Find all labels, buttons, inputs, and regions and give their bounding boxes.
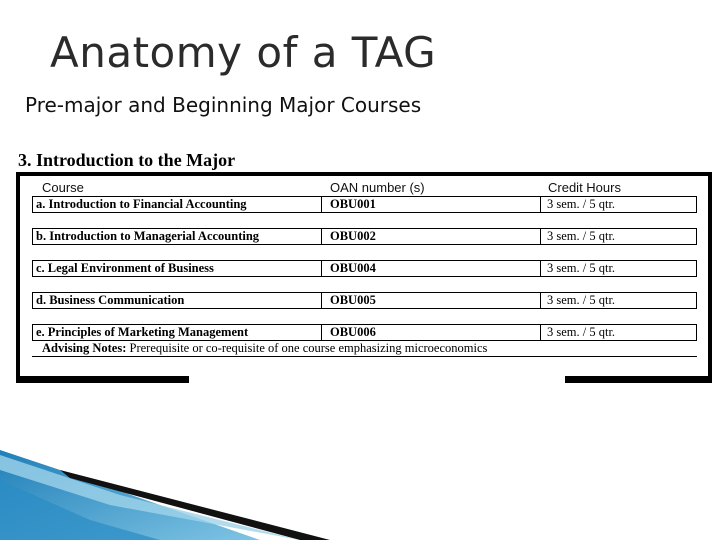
oan-number: OBU005 bbox=[321, 293, 538, 308]
course-name: c. Legal Environment of Business bbox=[36, 261, 214, 275]
slide-title: Anatomy of a TAG bbox=[50, 28, 437, 77]
credit-hours: 3 sem. / 5 qtr. bbox=[540, 197, 615, 212]
course-table bbox=[32, 180, 697, 357]
table-row bbox=[32, 324, 697, 341]
table-row bbox=[32, 196, 697, 213]
advising-notes bbox=[32, 341, 697, 357]
header-oan: OAN number (s) bbox=[330, 180, 425, 195]
header-course: Course bbox=[42, 180, 84, 195]
frame-bottom-left bbox=[16, 376, 189, 383]
course-name: a. Introduction to Financial Accounting bbox=[36, 197, 247, 211]
table-row bbox=[32, 292, 697, 309]
course-name: b. Introduction to Managerial Accounting bbox=[36, 229, 260, 243]
oan-number: OBU001 bbox=[321, 197, 538, 212]
decorative-wave-graphic bbox=[0, 450, 330, 540]
oan-number: OBU002 bbox=[321, 229, 538, 244]
slide-subtitle: Pre-major and Beginning Major Courses bbox=[25, 93, 422, 117]
credit-hours: 3 sem. / 5 qtr. bbox=[540, 261, 615, 276]
oan-number: OBU004 bbox=[321, 261, 538, 276]
credit-hours: 3 sem. / 5 qtr. bbox=[540, 293, 615, 308]
table-row bbox=[32, 260, 697, 277]
credit-hours: 3 sem. / 5 qtr. bbox=[540, 325, 615, 340]
course-name: e. Principles of Marketing Management bbox=[36, 325, 249, 339]
credit-hours: 3 sem. / 5 qtr. bbox=[540, 229, 615, 244]
frame-bottom-right bbox=[565, 376, 712, 383]
table-header bbox=[32, 180, 697, 196]
advising-notes-label: Advising Notes: bbox=[42, 341, 127, 355]
header-credits: Credit Hours bbox=[548, 180, 621, 195]
oan-number: OBU006 bbox=[321, 325, 538, 340]
table-row bbox=[32, 228, 697, 245]
section-heading: 3. Introduction to the Major bbox=[18, 150, 236, 170]
course-name: d. Business Communication bbox=[36, 293, 185, 307]
advising-notes-text: Prerequisite or co-requisite of one course emphasizing microeconomics bbox=[129, 341, 488, 355]
